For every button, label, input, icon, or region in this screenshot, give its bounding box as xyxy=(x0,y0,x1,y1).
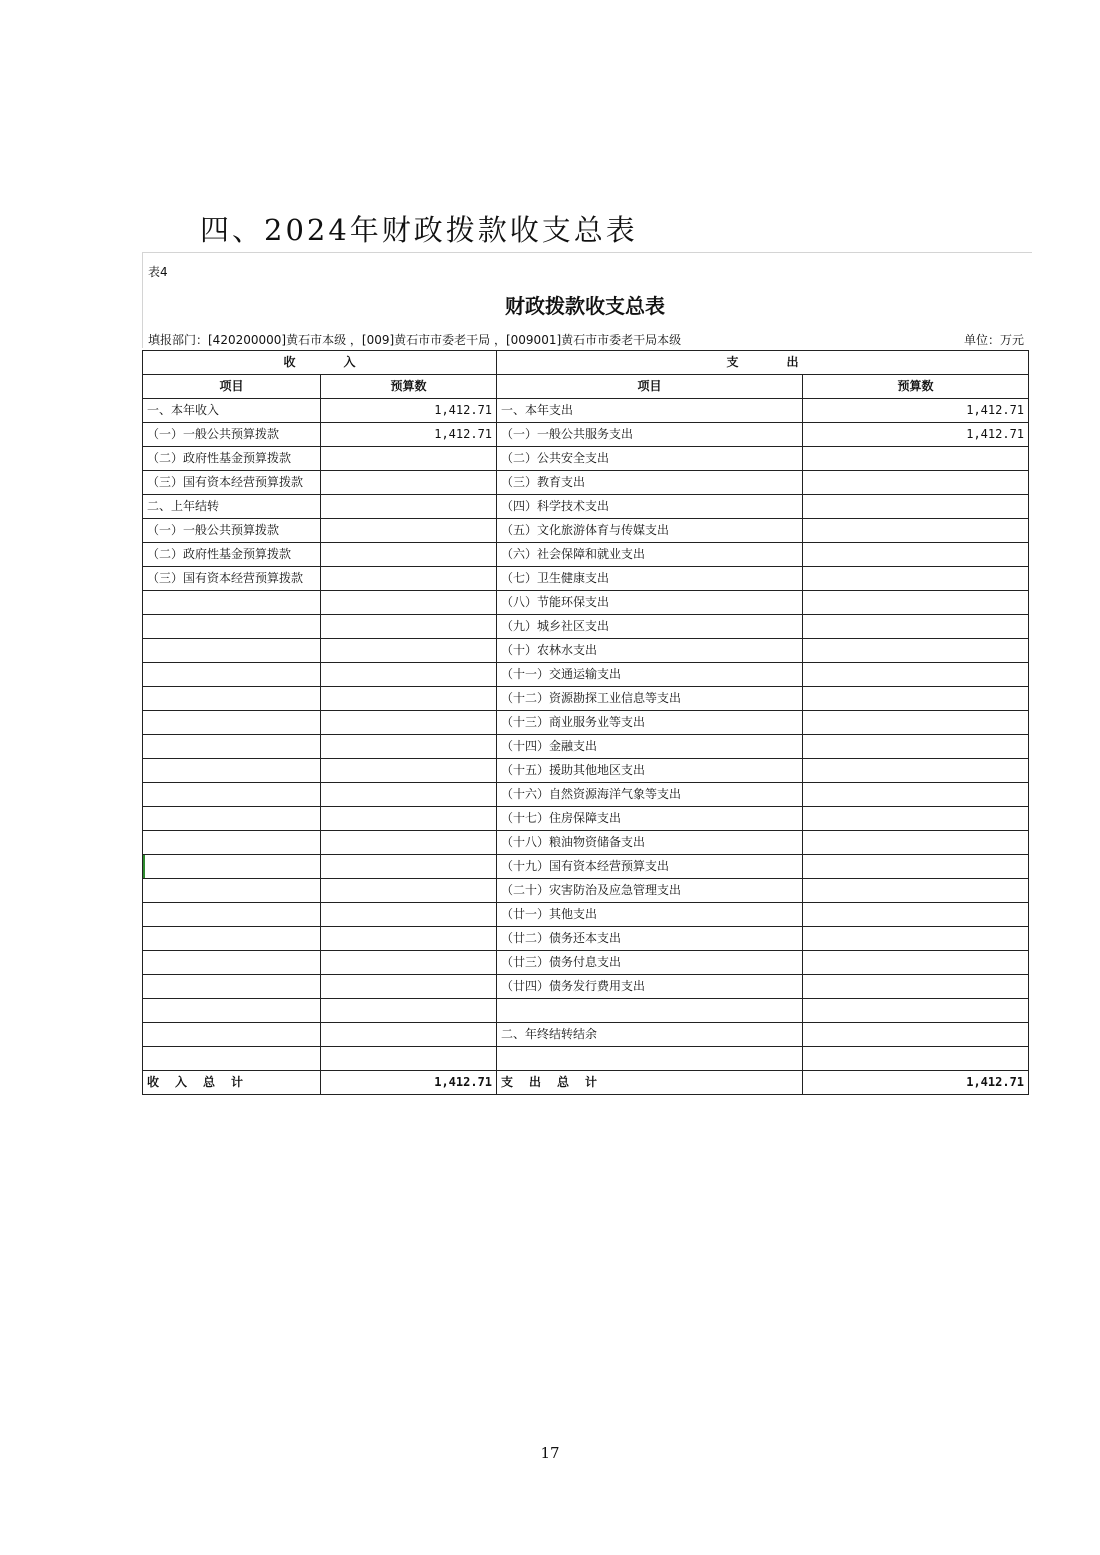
expense-value-cell[interactable] xyxy=(803,591,1029,615)
income-value-cell[interactable] xyxy=(321,927,497,951)
expense-item-cell[interactable]: （二十）灾害防治及应急管理支出 xyxy=(497,879,803,903)
expense-value-cell[interactable] xyxy=(803,711,1029,735)
unit-label: 单位：万元 xyxy=(963,333,1024,347)
total-row xyxy=(143,1071,1029,1095)
table-row xyxy=(143,1047,1029,1071)
expense-item-cell[interactable]: （八）节能环保支出 xyxy=(497,591,803,615)
income-item-cell[interactable] xyxy=(143,927,321,951)
table-row xyxy=(143,831,1029,855)
table-row xyxy=(143,663,1029,687)
table-row xyxy=(143,639,1029,663)
expense-item-cell[interactable]: （十）农林水支出 xyxy=(497,639,803,663)
table-row xyxy=(143,975,1029,999)
expense-item-cell[interactable]: （五）文化旅游体育与传媒支出 xyxy=(497,519,803,543)
income-value-cell[interactable] xyxy=(321,495,497,519)
expense-value-cell[interactable] xyxy=(803,807,1029,831)
income-item-cell[interactable] xyxy=(143,591,321,615)
expense-value-cell[interactable] xyxy=(803,687,1029,711)
expense-value-cell[interactable] xyxy=(803,783,1029,807)
income-total-label[interactable]: 收入总计 xyxy=(143,1071,321,1095)
income-item-cell[interactable] xyxy=(143,783,321,807)
expense-value-cell[interactable] xyxy=(803,519,1029,543)
income-item-cell[interactable]: 二、上年结转 xyxy=(143,495,321,519)
expense-item-cell[interactable]: （廿三）债务付息支出 xyxy=(497,951,803,975)
table-row xyxy=(143,1023,1029,1047)
expense-value-cell[interactable] xyxy=(803,639,1029,663)
income-value-cell[interactable] xyxy=(321,1047,497,1071)
expense-value-cell[interactable] xyxy=(803,615,1029,639)
table-row xyxy=(143,927,1029,951)
table-row xyxy=(143,615,1029,639)
expense-item-cell[interactable]: （十八）粮油物资储备支出 xyxy=(497,831,803,855)
income-item-cell[interactable]: 一、本年收入 xyxy=(143,399,321,423)
income-item-cell[interactable] xyxy=(143,831,321,855)
table-title: 财政拨款收支总表 xyxy=(505,294,665,318)
expense-value-cell[interactable] xyxy=(803,1023,1029,1047)
income-item-cell[interactable] xyxy=(143,903,321,927)
expense-item-cell[interactable]: （十五）援助其他地区支出 xyxy=(497,759,803,783)
expense-item-cell[interactable]: （二）公共安全支出 xyxy=(497,447,803,471)
expense-item-cell[interactable]: （九）城乡社区支出 xyxy=(497,615,803,639)
table-row xyxy=(143,759,1029,783)
expense-item-cell[interactable] xyxy=(497,999,803,1023)
expense-item-cell[interactable]: （七）卫生健康支出 xyxy=(497,567,803,591)
table-row xyxy=(143,735,1029,759)
expense-item-cell[interactable]: （四）科学技术支出 xyxy=(497,495,803,519)
income-value-cell[interactable] xyxy=(321,807,497,831)
table-row xyxy=(143,423,1029,447)
expense-item-cell[interactable]: 二、年终结转结余 xyxy=(497,1023,803,1047)
income-item-cell[interactable] xyxy=(143,639,321,663)
page-number: 17 xyxy=(540,1444,560,1462)
expense-item-cell[interactable]: （十六）自然资源海洋气象等支出 xyxy=(497,783,803,807)
income-item-cell[interactable]: （二）政府性基金预算拨款 xyxy=(143,543,321,567)
expense-value-cell[interactable] xyxy=(803,447,1029,471)
expense-value-cell[interactable] xyxy=(803,855,1029,879)
expense-section-header: 支 出 xyxy=(497,351,1029,375)
table-number: 表4 xyxy=(148,265,168,279)
income-value-cell[interactable] xyxy=(321,591,497,615)
income-item-cell[interactable] xyxy=(143,687,321,711)
expense-item-cell[interactable]: （十七）住房保障支出 xyxy=(497,807,803,831)
expense-value-cell[interactable] xyxy=(803,735,1029,759)
expense-item-cell[interactable]: （廿二）债务还本支出 xyxy=(497,927,803,951)
expense-item-cell[interactable]: 一、本年支出 xyxy=(497,399,803,423)
income-value-cell[interactable] xyxy=(321,999,497,1023)
expense-item-cell[interactable]: （十二）资源勘探工业信息等支出 xyxy=(497,687,803,711)
income-value-cell[interactable] xyxy=(321,783,497,807)
income-value-cell[interactable] xyxy=(321,519,497,543)
income-item-cell[interactable] xyxy=(143,807,321,831)
expense-item-cell[interactable]: （一）一般公共服务支出 xyxy=(497,423,803,447)
expense-value-cell[interactable] xyxy=(803,879,1029,903)
table-row xyxy=(143,591,1029,615)
expense-value-cell[interactable] xyxy=(803,759,1029,783)
table-row xyxy=(143,567,1029,591)
income-value-cell[interactable]: 1,412.71 xyxy=(321,399,497,423)
income-value-cell[interactable] xyxy=(321,903,497,927)
expense-total-label[interactable]: 支出总计 xyxy=(497,1071,803,1095)
income-value-cell[interactable] xyxy=(321,615,497,639)
income-item-cell[interactable] xyxy=(143,975,321,999)
income-item-cell[interactable]: （一）一般公共预算拨款 xyxy=(143,519,321,543)
table-row xyxy=(143,543,1029,567)
expense-item-cell[interactable]: （六）社会保障和就业支出 xyxy=(497,543,803,567)
expense-value-cell[interactable] xyxy=(803,663,1029,687)
income-item-cell[interactable] xyxy=(143,999,321,1023)
expense-value-cell[interactable] xyxy=(803,543,1029,567)
income-item-cell[interactable] xyxy=(143,879,321,903)
income-value-cell[interactable]: 1,412.71 xyxy=(321,423,497,447)
table-row xyxy=(143,879,1029,903)
income-value-cell[interactable] xyxy=(321,639,497,663)
expense-value-cell[interactable] xyxy=(803,927,1029,951)
income-item-cell[interactable] xyxy=(143,711,321,735)
expense-item-cell[interactable]: （十三）商业服务业等支出 xyxy=(497,711,803,735)
income-value-cell[interactable] xyxy=(321,831,497,855)
table-row xyxy=(143,495,1029,519)
income-value-cell[interactable] xyxy=(321,759,497,783)
reporting-department: 填报部门：[420200000]黄石市本级 ，[009]黄石市市委老干局 ，[009001]黄石市市委老干局本级 xyxy=(148,333,682,347)
income-value-cell[interactable] xyxy=(321,951,497,975)
income-item-cell[interactable]: （一）一般公共预算拨款 xyxy=(143,423,321,447)
expense-item-cell[interactable]: （廿四）债务发行费用支出 xyxy=(497,975,803,999)
expense-value-cell[interactable] xyxy=(803,999,1029,1023)
table-row xyxy=(143,999,1029,1023)
expense-item-cell[interactable]: （三）教育支出 xyxy=(497,471,803,495)
income-item-cell[interactable] xyxy=(143,855,321,879)
column-header-row xyxy=(143,375,1029,399)
table-row xyxy=(143,951,1029,975)
sheet-gridline-top xyxy=(142,252,1032,253)
income-item-cell[interactable]: （三）国有资本经营预算拨款 xyxy=(143,567,321,591)
income-value-cell[interactable] xyxy=(321,567,497,591)
table-row xyxy=(143,687,1029,711)
expense-value-cell[interactable] xyxy=(803,903,1029,927)
table-row xyxy=(143,399,1029,423)
table-row xyxy=(143,855,1029,879)
income-value-cell[interactable] xyxy=(321,855,497,879)
expense-value-cell[interactable]: 1,412.71 xyxy=(803,423,1029,447)
income-item-cell[interactable]: （二）政府性基金预算拨款 xyxy=(143,447,321,471)
income-item-cell[interactable] xyxy=(143,1023,321,1047)
income-item-cell[interactable] xyxy=(143,663,321,687)
income-budget-header: 预算数 xyxy=(321,375,497,399)
expense-value-cell[interactable]: 1,412.71 xyxy=(803,399,1029,423)
income-value-cell[interactable] xyxy=(321,663,497,687)
expense-item-cell[interactable]: （十四）金融支出 xyxy=(497,735,803,759)
expense-value-cell[interactable] xyxy=(803,831,1029,855)
table-row xyxy=(143,471,1029,495)
income-section-header: 收 入 xyxy=(143,351,497,375)
table-row xyxy=(143,783,1029,807)
income-item-cell[interactable] xyxy=(143,735,321,759)
section-header-row xyxy=(143,351,1029,375)
expense-value-cell[interactable] xyxy=(803,567,1029,591)
expense-value-cell[interactable] xyxy=(803,495,1029,519)
budget-table xyxy=(142,350,1029,1095)
expense-total-value[interactable]: 1,412.71 xyxy=(803,1071,1029,1095)
expense-value-cell[interactable] xyxy=(803,951,1029,975)
income-value-cell[interactable] xyxy=(321,687,497,711)
income-value-cell[interactable] xyxy=(321,879,497,903)
income-item-header: 项目 xyxy=(143,375,321,399)
table-row xyxy=(143,447,1029,471)
income-total-value[interactable]: 1,412.71 xyxy=(321,1071,497,1095)
income-item-cell[interactable] xyxy=(143,615,321,639)
expense-value-cell[interactable] xyxy=(803,975,1029,999)
income-value-cell[interactable] xyxy=(321,1023,497,1047)
expense-item-cell[interactable]: （十一）交通运输支出 xyxy=(497,663,803,687)
expense-item-header: 项目 xyxy=(497,375,803,399)
income-value-cell[interactable] xyxy=(321,471,497,495)
table-row xyxy=(143,519,1029,543)
table-row xyxy=(143,711,1029,735)
income-value-cell[interactable] xyxy=(321,447,497,471)
income-item-cell[interactable] xyxy=(143,759,321,783)
income-item-cell[interactable] xyxy=(143,1047,321,1071)
page-heading: 四、2024年财政拨款收支总表 xyxy=(200,213,638,247)
income-value-cell[interactable] xyxy=(321,735,497,759)
expense-item-cell[interactable] xyxy=(497,1047,803,1071)
expense-item-cell[interactable]: （十九）国有资本经营预算支出 xyxy=(497,855,803,879)
table-row xyxy=(143,807,1029,831)
income-value-cell[interactable] xyxy=(321,975,497,999)
expense-value-cell[interactable] xyxy=(803,471,1029,495)
expense-item-cell[interactable]: （廿一）其他支出 xyxy=(497,903,803,927)
table-row xyxy=(143,903,1029,927)
income-item-cell[interactable] xyxy=(143,951,321,975)
expense-value-cell[interactable] xyxy=(803,1047,1029,1071)
income-value-cell[interactable] xyxy=(321,711,497,735)
income-value-cell[interactable] xyxy=(321,543,497,567)
expense-budget-header: 预算数 xyxy=(803,375,1029,399)
income-item-cell[interactable]: （三）国有资本经营预算拨款 xyxy=(143,471,321,495)
